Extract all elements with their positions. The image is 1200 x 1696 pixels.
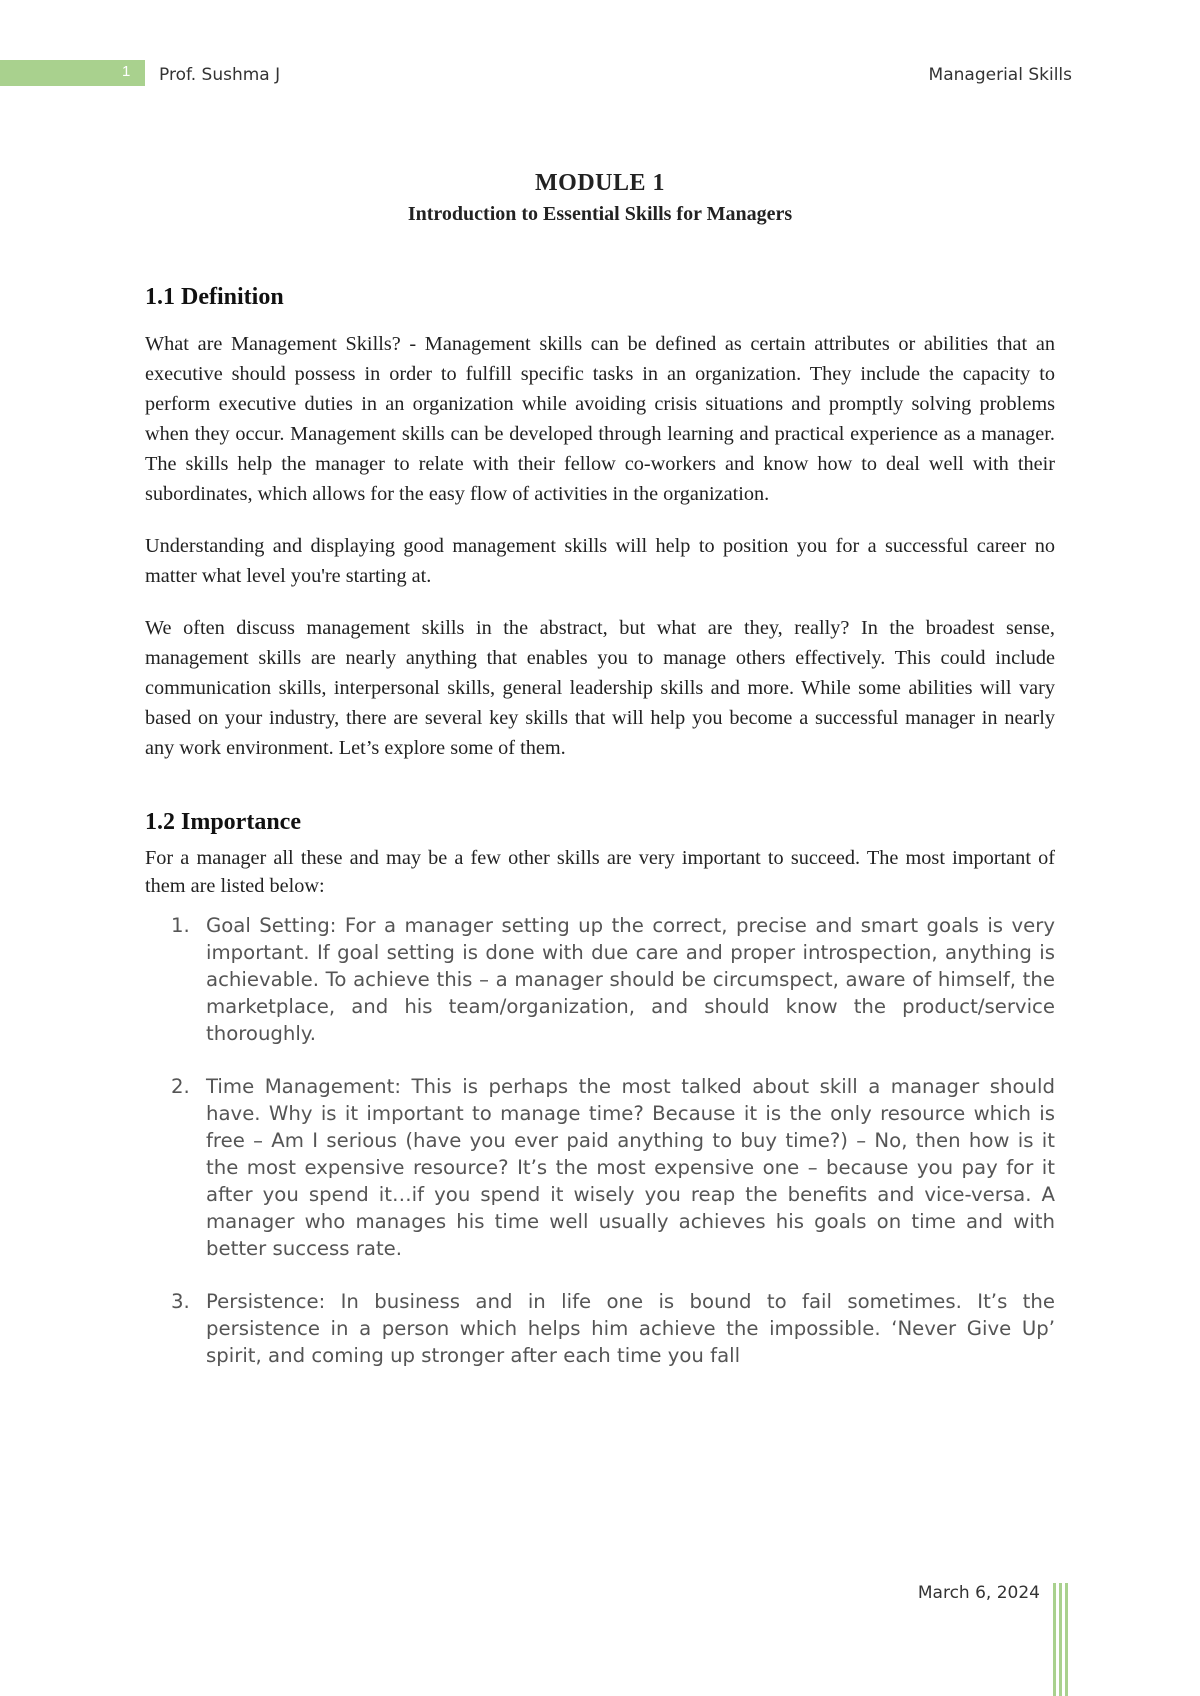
- importance-intro: For a manager all these and may be a few other skills are very important to succeed. The most important of them are listed below:: [145, 847, 1055, 897]
- definition-paragraph: Understanding and displaying good management skills will help to position you for a successful career no matter what level you're starting at.: [145, 535, 1055, 587]
- section-heading-definition: 1.1 Definition: [145, 284, 284, 310]
- module-title: MODULE 1: [535, 170, 665, 196]
- page-number: 1: [122, 63, 131, 80]
- footer-date: March 6, 2024: [917, 1583, 1040, 1603]
- header-course: Managerial Skills: [928, 65, 1072, 85]
- header-author: Prof. Sushma J: [159, 65, 281, 85]
- skills-list: [145, 912, 1055, 1369]
- section-heading-importance: 1.2 Importance: [145, 809, 301, 835]
- list-item: [145, 1288, 1055, 1369]
- footer-decoration: [1053, 1583, 1073, 1696]
- module-subtitle: Introduction to Essential Skills for Managers: [407, 203, 793, 225]
- list-item-number: 1.: [171, 914, 190, 937]
- list-item: [145, 1073, 1055, 1262]
- definition-paragraph: What are Management Skills? - Management skills can be defined as certain attributes or abilities that an executive should possess in order to fulfill specific tasks in an organization. They include the capacity to perform executive duties in an organization while avoiding crisis situations and promptly solving problems when they occur. Management skills can be developed through learning and practical experience as a manager. The skills help the manager to relate with their fellow co-workers and know how to deal well with their subordinates, which allows for the easy flow of activities in the organization.: [145, 333, 1055, 505]
- list-item-number: 2.: [171, 1075, 190, 1098]
- list-item-text: Time Management: This is perhaps the most talked about skill a manager should have. Why is it important to manage time? Because it is the only resource which is free – Am I serious (have you ever paid anything to buy time?) – No, then how is it the most expensive resource? It’s the most expensive one – because you pay for it after you spend it…if you spend it wisely you reap the benefits and vice-versa. A manager who manages his time well usually achieves his goals on time and with better success rate.: [206, 1075, 1055, 1260]
- definition-paragraph: We often discuss management skills in the abstract, but what are they, really? In the broadest sense, management skills are nearly anything that enables you to manage others effectively. This could include communication skills, interpersonal skills, general leadership skills and more. While some abilities will vary based on your industry, there are several key skills that will help you become a successful manager in nearly any work environment. Let’s explore some of them.: [145, 617, 1055, 759]
- list-item-text: Persistence: In business and in life one is bound to fail sometimes. It’s the persistence in a person which helps him achieve the impossible. ‘Never Give Up’ spirit, and coming up stronger after each time you fall: [206, 1290, 1055, 1367]
- list-item: [145, 912, 1055, 1047]
- document-body: [145, 170, 1055, 1395]
- list-item-number: 3.: [171, 1290, 190, 1313]
- list-item-text: Goal Setting: For a manager setting up the correct, precise and smart goals is very important. If goal setting is done with due care and proper introspection, anything is achievable. To achieve this – a manager should be circumspect, aware of himself, the marketplace, and his team/organization, and should know the product/service thoroughly.: [206, 914, 1055, 1045]
